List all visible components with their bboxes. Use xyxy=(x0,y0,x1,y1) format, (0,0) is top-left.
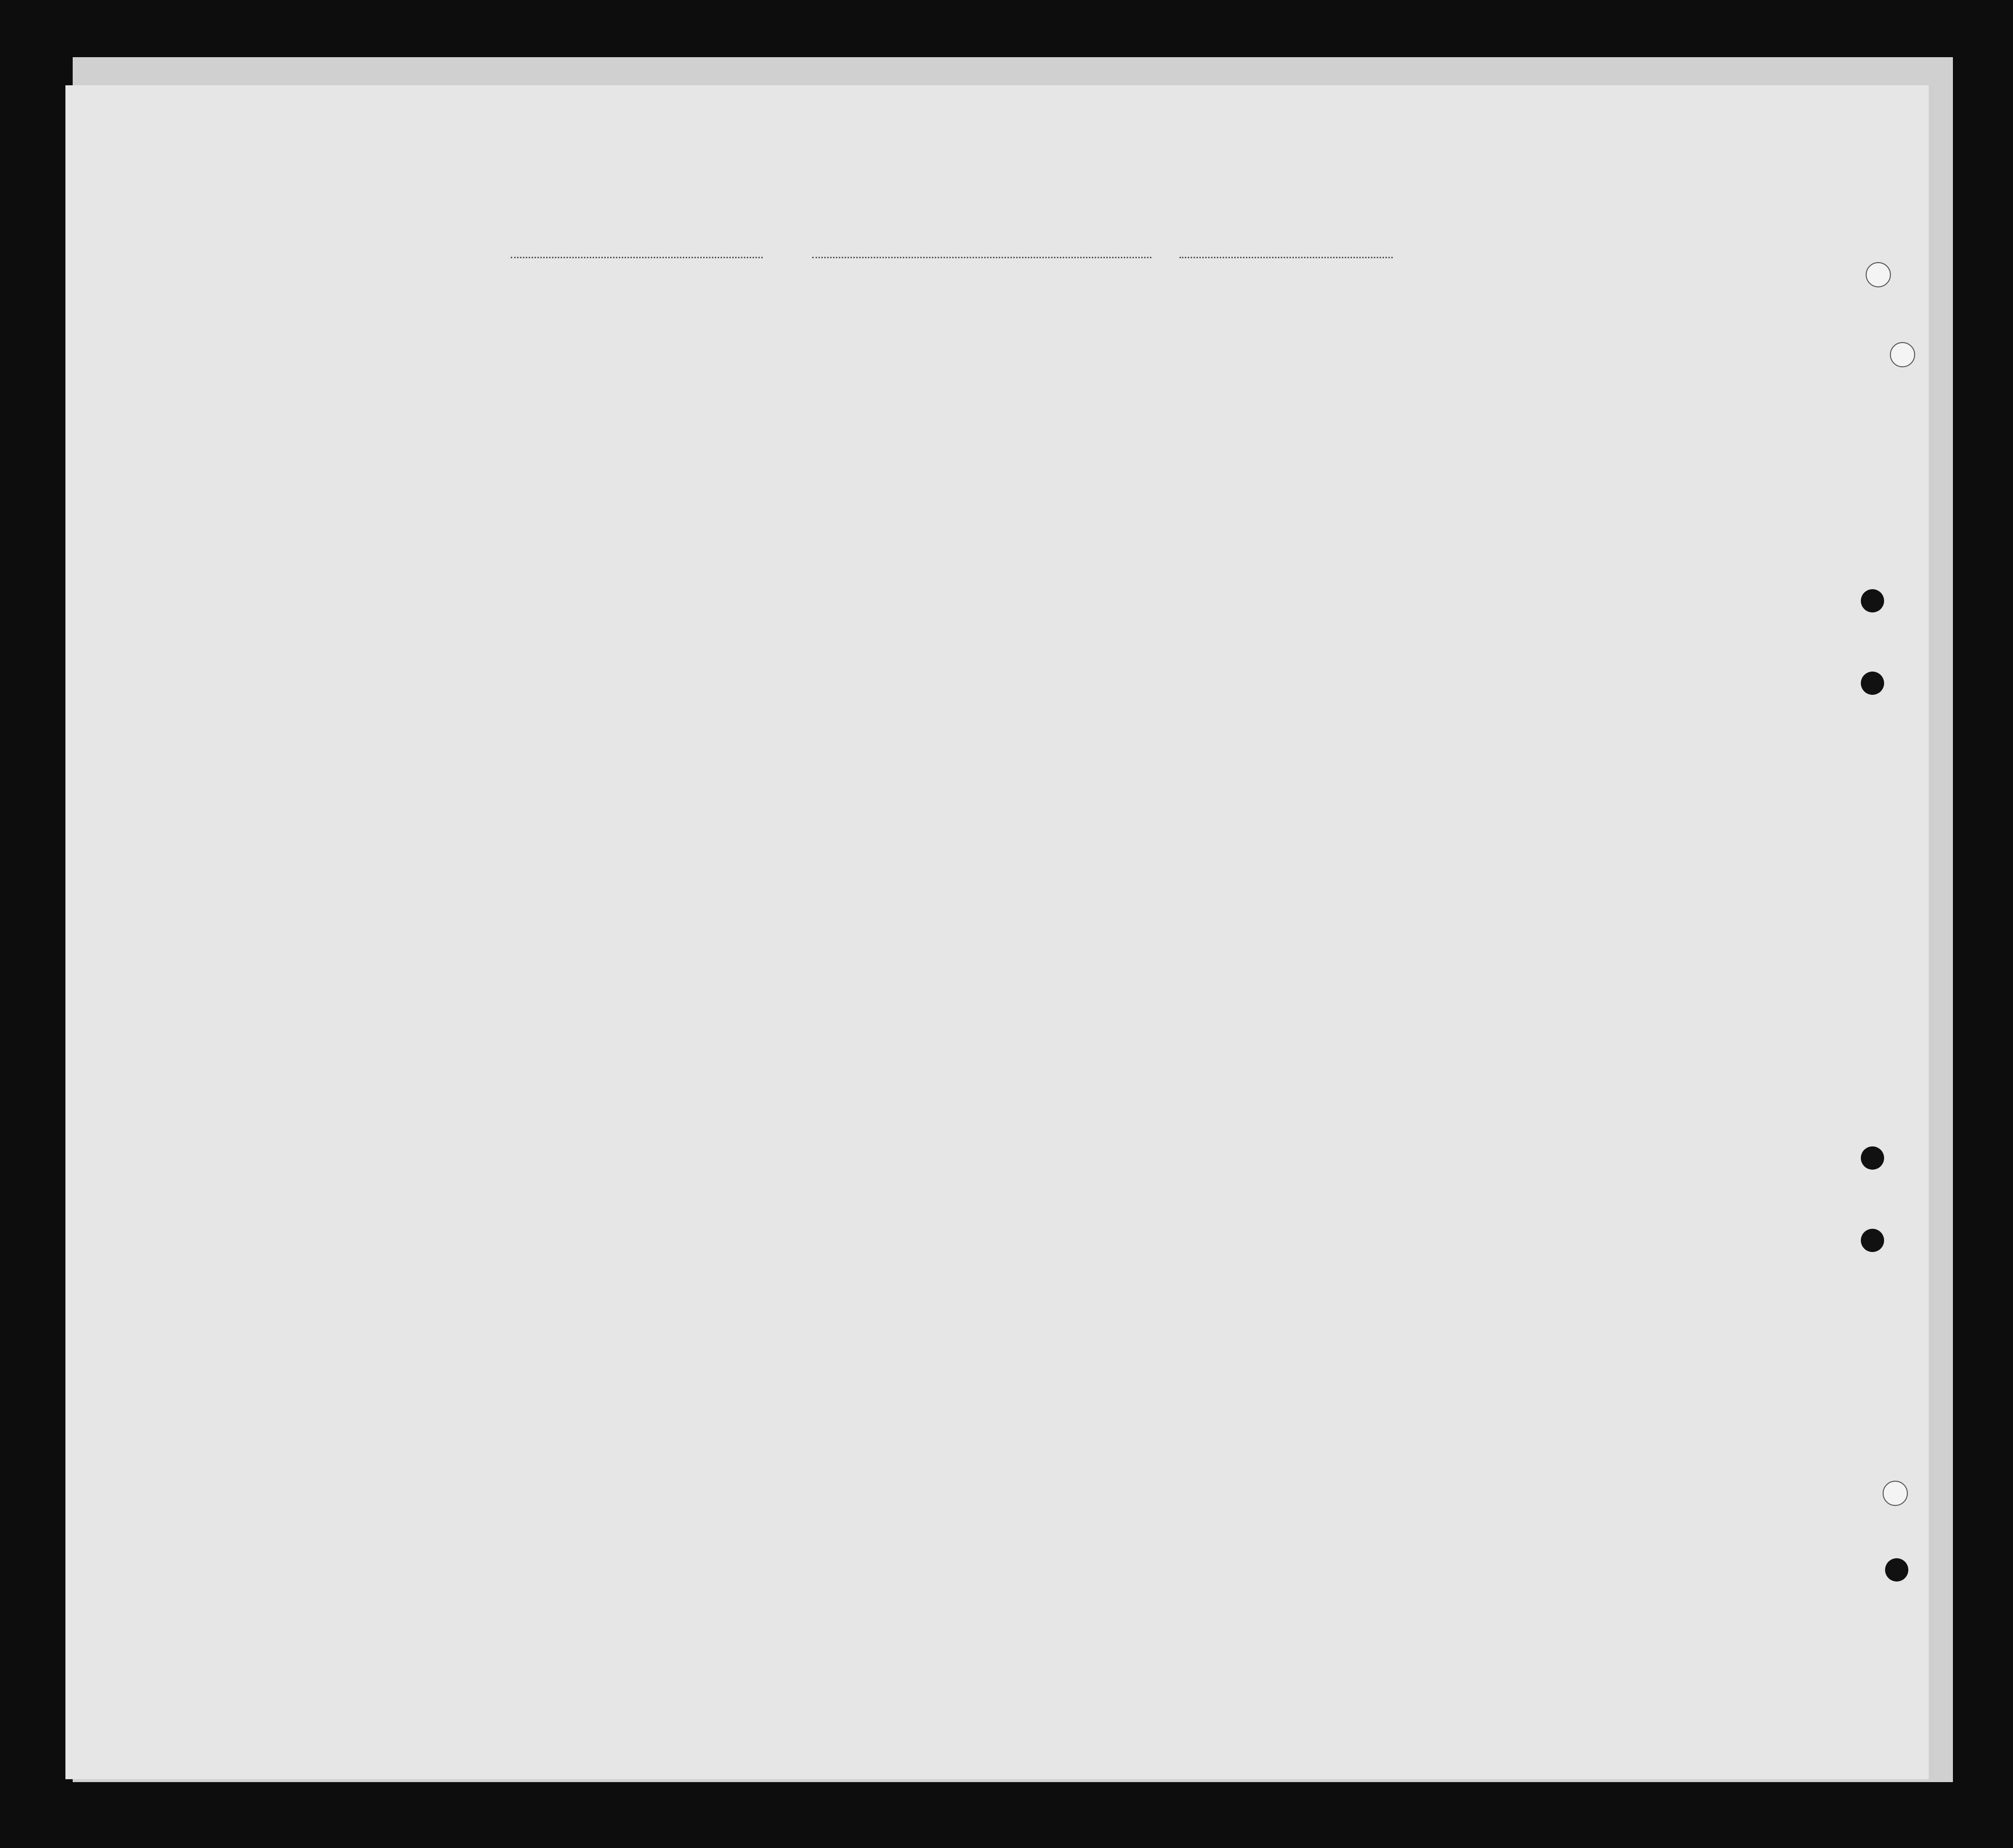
binder-hole xyxy=(1866,262,1891,287)
binder-hole xyxy=(1861,1229,1884,1252)
binder-hole xyxy=(1861,589,1884,612)
manifest-sheet xyxy=(65,85,1934,1779)
binder-hole xyxy=(1883,1481,1908,1506)
binder-hole xyxy=(1890,342,1915,367)
binder-hole xyxy=(1885,1558,1908,1582)
table-grid xyxy=(65,85,1929,1779)
binder-hole xyxy=(1861,672,1884,695)
binder-hole xyxy=(1861,1146,1884,1170)
